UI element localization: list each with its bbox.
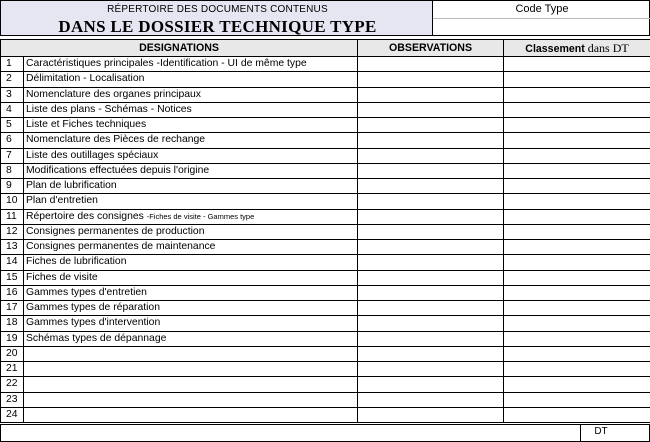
row-classement-cell[interactable] xyxy=(504,148,650,163)
table-row xyxy=(1,362,650,377)
designations-header: DESIGNATIONS xyxy=(1,40,358,57)
table-row xyxy=(1,72,650,87)
row-designation-label: Schémas types de dépannage xyxy=(26,332,167,344)
row-observations-cell[interactable] xyxy=(358,255,504,270)
documents-table xyxy=(0,39,650,423)
row-designation xyxy=(24,179,358,194)
row-classement-cell[interactable] xyxy=(504,331,650,346)
row-number: 1 xyxy=(1,57,24,72)
row-designation xyxy=(24,301,358,316)
row-classement-cell[interactable] xyxy=(504,194,650,209)
row-number: 8 xyxy=(1,163,24,178)
code-type-divider xyxy=(433,18,650,19)
row-number: 14 xyxy=(1,255,24,270)
code-type-box xyxy=(432,0,650,36)
row-designation-label: Consignes permanentes de maintenance xyxy=(26,241,216,253)
row-classement-cell[interactable] xyxy=(504,118,650,133)
row-designation xyxy=(24,240,358,255)
row-observations-cell[interactable] xyxy=(358,179,504,194)
row-observations-cell[interactable] xyxy=(358,240,504,255)
row-designation xyxy=(24,148,358,163)
row-designation-label: Fiches de visite xyxy=(26,271,98,283)
row-observations-cell[interactable] xyxy=(358,301,504,316)
row-number: 9 xyxy=(1,179,24,194)
row-designation-label: Nomenclature des organes principaux xyxy=(26,88,202,100)
row-designation-note: -Fiches de visite - Gammes type xyxy=(146,211,255,221)
table-row xyxy=(1,224,650,239)
row-number: 6 xyxy=(1,133,24,148)
row-observations-cell[interactable] xyxy=(358,377,504,392)
row-observations-cell[interactable] xyxy=(358,224,504,239)
classement-header xyxy=(504,40,650,57)
row-number: 15 xyxy=(1,270,24,285)
row-designation xyxy=(24,362,358,377)
row-number: 17 xyxy=(1,301,24,316)
table-header-row xyxy=(1,40,650,57)
row-classement-cell[interactable] xyxy=(504,102,650,117)
row-designation-label: Fiches de lubrification xyxy=(26,256,127,268)
row-designation xyxy=(24,209,358,224)
row-classement-cell[interactable] xyxy=(504,377,650,392)
row-designation-label: Nomenclature des Pièces de rechange xyxy=(26,134,206,146)
observations-header: OBSERVATIONS xyxy=(358,40,504,57)
table-row xyxy=(1,194,650,209)
row-classement-cell[interactable] xyxy=(504,240,650,255)
row-classement-cell[interactable] xyxy=(504,301,650,316)
row-number: 19 xyxy=(1,331,24,346)
table-row xyxy=(1,57,650,72)
footer-dt-label: DT xyxy=(594,426,608,437)
table-row xyxy=(1,346,650,361)
table-row xyxy=(1,270,650,285)
footer-left-cell xyxy=(0,424,581,442)
table-row xyxy=(1,118,650,133)
table-row xyxy=(1,179,650,194)
row-observations-cell[interactable] xyxy=(358,102,504,117)
row-observations-cell[interactable] xyxy=(358,407,504,422)
row-designation xyxy=(24,57,358,72)
classement-header-tail: dans DT xyxy=(587,40,629,55)
table-row xyxy=(1,316,650,331)
row-observations-cell[interactable] xyxy=(358,392,504,407)
row-designation xyxy=(24,102,358,117)
header-title: DANS LE DOSSIER TECHNIQUE TYPE xyxy=(58,17,377,36)
row-designation-label: Délimitation - Localisation xyxy=(26,73,145,85)
row-number: 22 xyxy=(1,377,24,392)
row-number: 16 xyxy=(1,285,24,300)
row-observations-cell[interactable] xyxy=(358,133,504,148)
row-designation xyxy=(24,407,358,422)
row-number: 5 xyxy=(1,118,24,133)
row-designation-label: Gammes types de réparation xyxy=(26,302,160,314)
row-number: 2 xyxy=(1,72,24,87)
table-row xyxy=(1,87,650,102)
row-classement-cell[interactable] xyxy=(504,209,650,224)
row-designation xyxy=(24,194,358,209)
footer-dt-cell xyxy=(580,424,650,442)
row-number: 24 xyxy=(1,407,24,422)
table-row xyxy=(1,392,650,407)
row-observations-cell[interactable] xyxy=(358,148,504,163)
row-designation xyxy=(24,224,358,239)
row-classement-cell[interactable] xyxy=(504,285,650,300)
header-subtitle: RÉPERTOIRE DES DOCUMENTS CONTENUS xyxy=(107,4,328,15)
row-designation xyxy=(24,72,358,87)
row-observations-cell[interactable] xyxy=(358,194,504,209)
row-designation xyxy=(24,87,358,102)
row-classement-cell[interactable] xyxy=(504,362,650,377)
row-number: 7 xyxy=(1,148,24,163)
row-number: 12 xyxy=(1,224,24,239)
row-designation xyxy=(24,255,358,270)
table-row xyxy=(1,331,650,346)
row-designation-label: Répertoire des consignes xyxy=(26,210,147,222)
row-designation xyxy=(24,285,358,300)
row-designation-label: Liste des plans - Schémas - Notices xyxy=(26,103,192,115)
table-row xyxy=(1,301,650,316)
header-title-box xyxy=(0,0,433,36)
row-classement-cell[interactable] xyxy=(504,407,650,422)
row-observations-cell[interactable] xyxy=(358,285,504,300)
row-observations-cell[interactable] xyxy=(358,331,504,346)
row-designation-label: Consignes permanentes de production xyxy=(26,225,205,237)
row-classement-cell[interactable] xyxy=(504,57,650,72)
row-designation-label: Liste des outillages spéciaux xyxy=(26,149,159,161)
classement-header-main: Classement xyxy=(525,42,588,55)
table-row xyxy=(1,102,650,117)
row-designation xyxy=(24,163,358,178)
table-row xyxy=(1,163,650,178)
table-row xyxy=(1,148,650,163)
row-classement-cell[interactable] xyxy=(504,72,650,87)
row-observations-cell[interactable] xyxy=(358,270,504,285)
row-designation-label: Gammes types d'intervention xyxy=(26,317,161,329)
row-observations-cell[interactable] xyxy=(358,118,504,133)
row-classement-cell[interactable] xyxy=(504,224,650,239)
row-observations-cell[interactable] xyxy=(358,346,504,361)
row-designation xyxy=(24,331,358,346)
table-row xyxy=(1,240,650,255)
row-observations-cell[interactable] xyxy=(358,316,504,331)
code-type-label: Code Type xyxy=(515,3,569,15)
row-designation-label: Plan d'entretien xyxy=(26,195,98,207)
row-observations-cell[interactable] xyxy=(358,163,504,178)
row-designation-label: Modifications effectuées depuis l'origine xyxy=(26,164,210,176)
row-number: 21 xyxy=(1,362,24,377)
row-number: 13 xyxy=(1,240,24,255)
row-classement-cell[interactable] xyxy=(504,133,650,148)
row-designation xyxy=(24,118,358,133)
table-row xyxy=(1,407,650,422)
row-classement-cell[interactable] xyxy=(504,163,650,178)
row-designation xyxy=(24,316,358,331)
row-classement-cell[interactable] xyxy=(504,270,650,285)
row-number: 3 xyxy=(1,87,24,102)
row-classement-cell[interactable] xyxy=(504,392,650,407)
footer xyxy=(0,424,650,442)
row-observations-cell[interactable] xyxy=(358,87,504,102)
row-designation xyxy=(24,270,358,285)
row-number: 20 xyxy=(1,346,24,361)
row-designation-label: Liste et Fiches techniques xyxy=(26,119,147,131)
row-number: 4 xyxy=(1,102,24,117)
row-classement-cell[interactable] xyxy=(504,87,650,102)
row-designation xyxy=(24,346,358,361)
row-designation xyxy=(24,377,358,392)
table-row xyxy=(1,285,650,300)
row-designation-label: Plan de lubrification xyxy=(26,180,117,192)
table-row xyxy=(1,133,650,148)
table-row xyxy=(1,255,650,270)
table-row xyxy=(1,209,650,224)
row-observations-cell[interactable] xyxy=(358,362,504,377)
row-observations-cell[interactable] xyxy=(358,209,504,224)
table-row xyxy=(1,377,650,392)
row-classement-cell[interactable] xyxy=(504,179,650,194)
row-number: 11 xyxy=(1,209,24,224)
row-classement-cell[interactable] xyxy=(504,316,650,331)
row-number: 18 xyxy=(1,316,24,331)
table-body xyxy=(1,57,650,423)
row-designation-label: Gammes types d'entretien xyxy=(26,286,147,298)
row-observations-cell[interactable] xyxy=(358,72,504,87)
row-number: 10 xyxy=(1,194,24,209)
row-classement-cell[interactable] xyxy=(504,255,650,270)
row-designation-label: Caractéristiques principales -Identification - UI de même type xyxy=(26,58,307,70)
row-observations-cell[interactable] xyxy=(358,57,504,72)
row-designation xyxy=(24,133,358,148)
row-designation xyxy=(24,392,358,407)
row-classement-cell[interactable] xyxy=(504,346,650,361)
row-number: 23 xyxy=(1,392,24,407)
